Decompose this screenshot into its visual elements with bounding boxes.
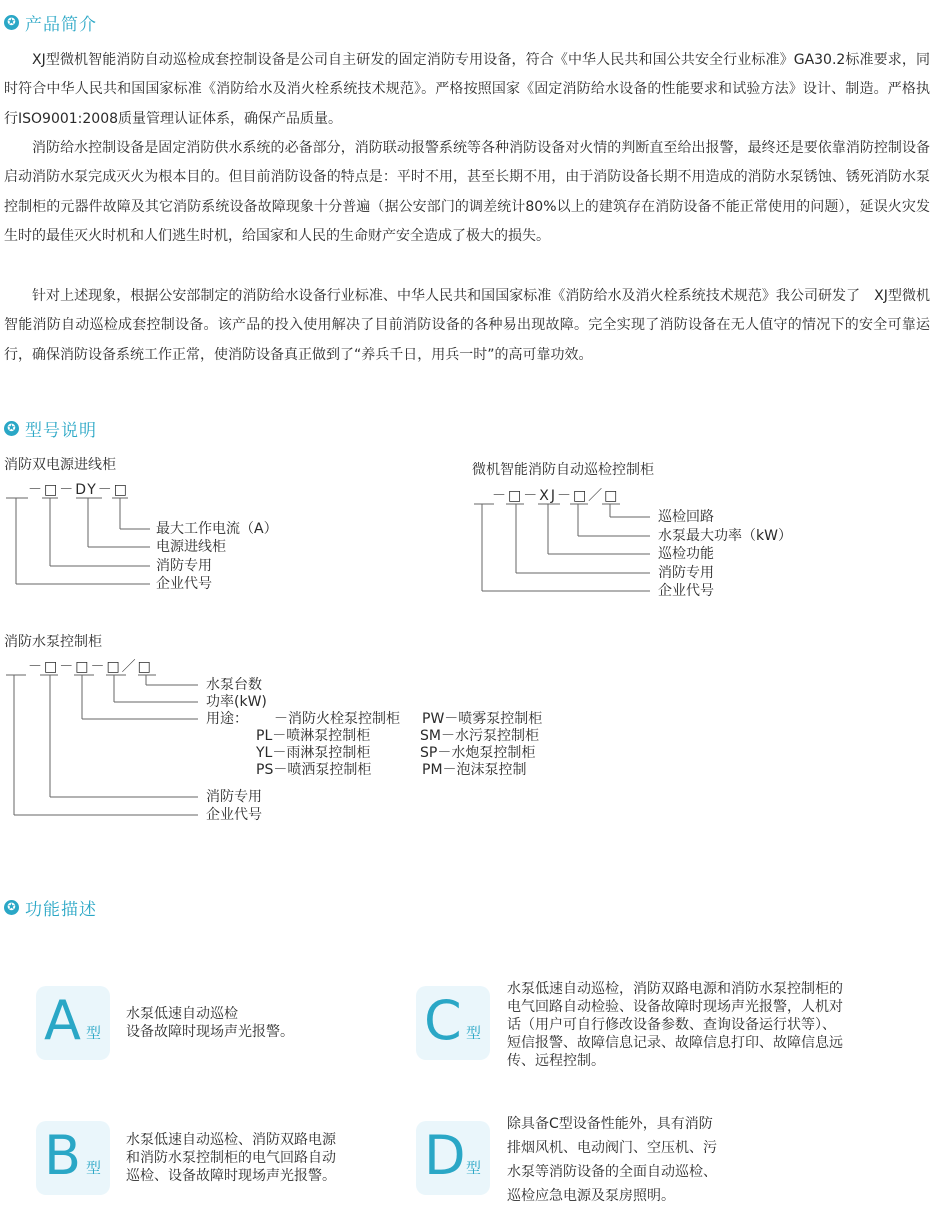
- pump-label-power: 功率(kW): [206, 694, 267, 710]
- dual-power-title: 消防双电源进线柜: [4, 457, 116, 473]
- dual-label-fire: 消防专用: [156, 558, 212, 574]
- type-a-description: [126, 1005, 294, 1041]
- desc-line: 话（用户可自行修改设备参数、查询设备运行状等）、: [507, 1017, 836, 1033]
- desc-line: 和消防水泵控制柜的电气回路自动: [126, 1150, 336, 1166]
- pump-code: －□－□－□／□: [28, 659, 153, 675]
- desc-line: 设备故障时现场声光报警。: [126, 1024, 294, 1040]
- type-a-badge: [36, 986, 110, 1060]
- pump-use-item: SP－水炮泵控制柜: [420, 745, 536, 761]
- pump-use-item: PS－喷洒泵控制柜: [256, 762, 372, 778]
- pump-label-company: 企业代号: [206, 807, 262, 823]
- pump-label-usage: 用途：: [206, 711, 248, 727]
- pump-label-fire: 消防专用: [206, 789, 262, 805]
- type-d-description: [507, 1112, 717, 1208]
- dual-label-incoming: 电源进线柜: [156, 539, 226, 555]
- desc-line: 水泵低速自动巡检、消防双路电源: [126, 1132, 336, 1148]
- section-title: 型号说明: [25, 421, 97, 441]
- pump-title: 消防水泵控制柜: [4, 634, 102, 650]
- desc-line: 水泵低速自动巡检，消防双路电源和消防水泵控制柜的: [507, 981, 843, 997]
- xj-title: 微机智能消防自动巡检控制柜: [472, 462, 654, 478]
- pump-use-item: PM－泡沫泵控制: [422, 762, 527, 778]
- desc-line: 短信报警、故障信息记录、故障信息打印、故障信息远: [507, 1035, 843, 1051]
- xj-code: －□－XJ－□／□: [492, 488, 620, 504]
- xj-label-company: 企业代号: [658, 583, 714, 599]
- desc-line: 除具备C型设备性能外，具有消防: [507, 1116, 713, 1132]
- section-title: 功能描述: [25, 900, 97, 920]
- section-title: 产品简介: [25, 15, 97, 35]
- pump-use-item: PW－喷雾泵控制柜: [422, 711, 543, 727]
- type-d-badge: [416, 1121, 490, 1195]
- dual-power-code: －□－DY－□: [28, 482, 130, 498]
- type-letter: C: [424, 989, 462, 1052]
- desc-line: 巡检、设备故障时现场声光报警。: [126, 1168, 336, 1184]
- desc-line: 巡检应急电源及泵房照明。: [507, 1188, 675, 1204]
- dual-label-current: 最大工作电流（A）: [156, 521, 278, 537]
- pump-use-item: －消防火栓泵控制柜: [274, 711, 400, 727]
- pump-use-item: SM－水污泵控制柜: [420, 728, 539, 744]
- desc-line: 水泵低速自动巡检: [126, 1006, 238, 1022]
- pump-label-count: 水泵台数: [206, 677, 262, 693]
- intro-paragraph-1: XJ型微机智能消防自动巡检成套控制设备是公司自主研发的固定消防专用设备，符合《中华人民共和国公共安全行业标准》GA30.2标准要求，同时符合中华人民共和国国家标准《消防给水及消火栓系统技术规范》。严格按照国家《固定消防给水设备的性能要求和试验方法》设计、制造。严格执行ISO9001:2008质量管理认证体系，确保产品质量。: [4, 52, 930, 127]
- desc-line: 电气回路自动检验、设备故障时现场声光报警，人机对: [507, 999, 843, 1015]
- dual-label-company: 企业代号: [156, 576, 212, 592]
- xj-label-loop: 巡检回路: [658, 509, 714, 525]
- desc-line: 传、远程控制。: [507, 1053, 605, 1069]
- type-b-description: [126, 1131, 336, 1185]
- star-icon: ✪: [4, 15, 19, 30]
- type-b-badge: [36, 1121, 110, 1195]
- star-icon: ✪: [4, 421, 19, 436]
- type-suffix: 型: [466, 1159, 482, 1177]
- xj-label-power: 水泵最大功率（kW）: [658, 528, 792, 544]
- type-suffix: 型: [86, 1159, 102, 1177]
- xj-label-function: 巡检功能: [658, 546, 714, 562]
- type-letter: D: [424, 1124, 466, 1187]
- pump-use-item: PL－喷淋泵控制柜: [256, 728, 371, 744]
- xj-label-fire: 消防专用: [658, 565, 714, 581]
- desc-line: 水泵等消防设备的全面自动巡检、: [507, 1164, 717, 1180]
- type-letter: A: [44, 989, 81, 1052]
- type-suffix: 型: [86, 1024, 102, 1042]
- pump-use-item: YL－雨淋泵控制柜: [256, 745, 371, 761]
- star-icon: ✪: [4, 900, 19, 915]
- type-letter: B: [44, 1124, 82, 1187]
- intro-paragraph-2: 消防给水控制设备是固定消防供水系统的必备部分，消防联动报警系统等各种消防设备对火情的判断直至给出报警，最终还是要依靠消防控制设备启动消防水泵完成灭火为根本目的。但目前消防设备的特点是：平时不用，甚至长期不用，由于消防设备长期不用造成的消防水泵锈蚀、锈死消防水泵控制柜的元器件故障及其它消防系统设备故障现象十分普遍（据公安部门的调差统计80%以上的建筑存在消防设备不能正常使用的问题），延误火灾发生时的最佳灭火时机和人们逃生时机，给国家和人民的生命财产安全造成了极大的损失。: [4, 140, 930, 245]
- type-c-badge: [416, 986, 490, 1060]
- type-suffix: 型: [466, 1024, 482, 1042]
- type-c-description: [507, 980, 843, 1070]
- section-header-function: [4, 895, 97, 920]
- desc-line: 排烟风机、电动阀门、空压机、污: [507, 1140, 717, 1156]
- intro-paragraph-3: 针对上述现象，根据公安部制定的消防给水设备行业标准、中华人民共和国国家标准《消防给水及消火栓系统技术规范》我公司研发了 XJ型微机智能消防自动巡检成套控制设备。该产品的投入使用解决了目前消防设备的各种易出现故障。完全实现了消防设备在无人值守的情况下的安全可靠运行，确保消防设备系统工作正常，使消防设备真正做到了“养兵千日，用兵一时”的高可靠功效。: [4, 288, 930, 363]
